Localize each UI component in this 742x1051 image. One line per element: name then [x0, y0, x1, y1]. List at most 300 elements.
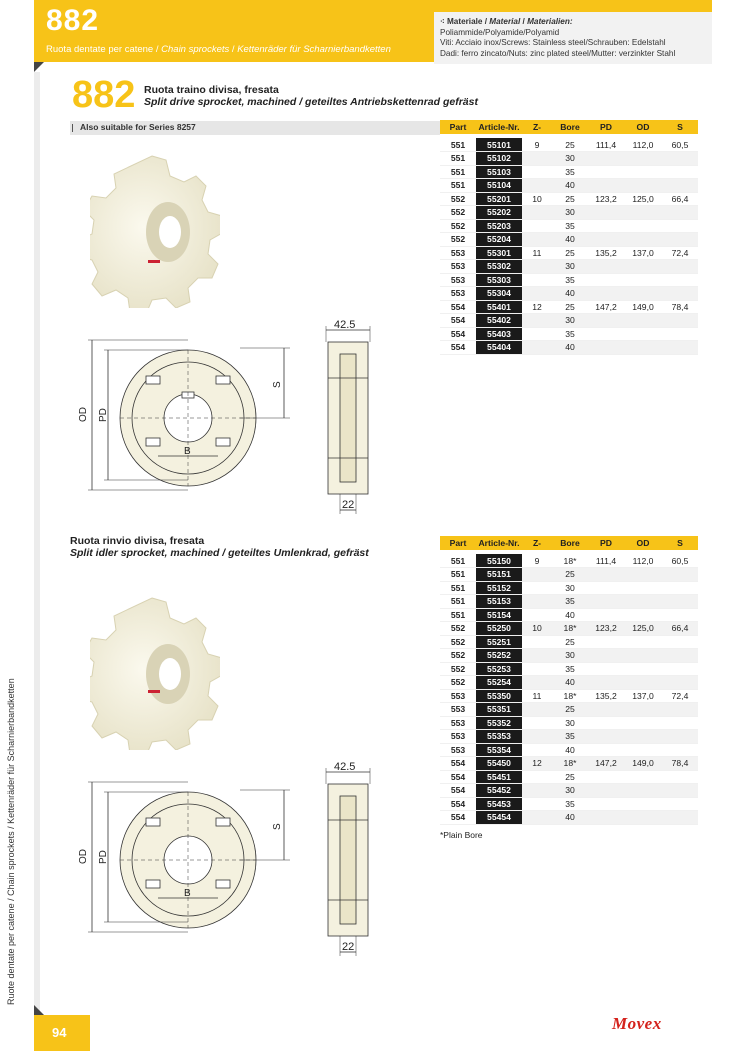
article-cell: 55250	[476, 622, 522, 636]
bore-cell: 40	[552, 676, 588, 690]
od-cell	[624, 635, 662, 649]
pd-cell: 135,2	[588, 689, 624, 703]
teeth-cell: 10	[522, 622, 552, 636]
bore-cell: 40	[552, 811, 588, 825]
drive-sprocket-photo	[90, 148, 220, 308]
table-row	[440, 703, 698, 717]
pd-cell	[588, 287, 624, 301]
bore-cell: 35	[552, 273, 588, 287]
od-cell	[624, 206, 662, 220]
pd-cell	[588, 206, 624, 220]
bore-cell: 40	[552, 287, 588, 301]
part-cell: 551	[440, 568, 476, 582]
subtitle-en: Chain sprockets	[161, 44, 230, 55]
table-row	[440, 554, 698, 568]
bore-cell: 40	[552, 179, 588, 193]
pd-cell	[588, 662, 624, 676]
table-row	[440, 314, 698, 328]
s-cell	[662, 649, 698, 663]
corner-triangle	[34, 62, 44, 72]
s-cell	[662, 743, 698, 757]
plain-bore-note: *Plain Bore	[440, 830, 483, 840]
article-cell: 55104	[476, 179, 522, 193]
pd-cell	[588, 327, 624, 341]
part-cell: 551	[440, 179, 476, 193]
pd-cell	[588, 273, 624, 287]
part-cell: 553	[440, 743, 476, 757]
bore-cell: 25	[552, 138, 588, 152]
part-cell: 553	[440, 730, 476, 744]
part-cell: 551	[440, 608, 476, 622]
column-header: Bore	[552, 536, 588, 550]
bore-cell: 40	[552, 341, 588, 355]
teeth-cell	[522, 206, 552, 220]
s-cell	[662, 730, 698, 744]
bore-cell: 18*	[552, 689, 588, 703]
article-cell: 55303	[476, 273, 522, 287]
pd-cell	[588, 743, 624, 757]
bore-cell: 35	[552, 595, 588, 609]
article-cell: 55350	[476, 689, 522, 703]
pd-cell	[588, 730, 624, 744]
article-cell: 55352	[476, 716, 522, 730]
article-cell: 55252	[476, 649, 522, 663]
s-cell	[662, 287, 698, 301]
s-cell	[662, 233, 698, 247]
article-cell: 55450	[476, 757, 522, 771]
teeth-cell: 9	[522, 138, 552, 152]
table-row	[440, 273, 698, 287]
article-cell: 55351	[476, 703, 522, 717]
column-header: PD	[588, 120, 624, 134]
teeth-cell	[522, 165, 552, 179]
od-cell	[624, 608, 662, 622]
teeth-cell	[522, 676, 552, 690]
table-row	[440, 716, 698, 730]
part-cell: 552	[440, 676, 476, 690]
article-cell: 55203	[476, 219, 522, 233]
teeth-cell	[522, 662, 552, 676]
bore-cell: 30	[552, 716, 588, 730]
od-cell	[624, 165, 662, 179]
od-cell: 125,0	[624, 192, 662, 206]
s-cell	[662, 273, 698, 287]
teeth-cell	[522, 287, 552, 301]
od-cell	[624, 179, 662, 193]
column-header: Article-Nr.	[476, 536, 522, 550]
s-cell	[662, 635, 698, 649]
part-cell: 552	[440, 649, 476, 663]
pd-cell: 111,4	[588, 554, 624, 568]
part-cell: 552	[440, 622, 476, 636]
section2-title: Ruota rinvio divisa, fresata Split idler sprocket, machined / geteiltes Umlenkrad, gefräst	[70, 535, 369, 559]
teeth-cell: 12	[522, 300, 552, 314]
teeth-cell: 11	[522, 689, 552, 703]
s-cell: 78,4	[662, 300, 698, 314]
s-cell	[662, 219, 698, 233]
dim-od-label: OD	[78, 849, 89, 864]
materials-line-2: Viti: Acciaio inox/Screws: Stainless steel/Schrauben: Edelstahl	[440, 38, 666, 47]
side-grey-bar	[34, 72, 40, 1012]
s-cell	[662, 206, 698, 220]
teeth-cell	[522, 152, 552, 166]
od-cell	[624, 152, 662, 166]
column-header: OD	[624, 120, 662, 134]
pd-cell	[588, 608, 624, 622]
part-cell: 554	[440, 341, 476, 355]
part-cell: 552	[440, 662, 476, 676]
pd-cell	[588, 233, 624, 247]
column-header: S	[662, 536, 698, 550]
table-row	[440, 206, 698, 220]
table-row	[440, 811, 698, 825]
pd-cell	[588, 165, 624, 179]
od-cell: 149,0	[624, 757, 662, 771]
table-row	[440, 730, 698, 744]
bore-cell: 40	[552, 233, 588, 247]
s-cell	[662, 179, 698, 193]
bore-cell: 25	[552, 246, 588, 260]
pd-cell	[588, 635, 624, 649]
table-row	[440, 622, 698, 636]
teeth-cell	[522, 595, 552, 609]
s-cell	[662, 581, 698, 595]
pd-cell: 147,2	[588, 757, 624, 771]
column-header: S	[662, 120, 698, 134]
od-cell	[624, 703, 662, 717]
article-cell: 55354	[476, 743, 522, 757]
bore-cell: 25	[552, 568, 588, 582]
s-cell: 72,4	[662, 246, 698, 260]
od-cell	[624, 314, 662, 328]
teeth-cell	[522, 314, 552, 328]
od-cell	[624, 716, 662, 730]
column-header: Bore	[552, 120, 588, 134]
od-cell	[624, 581, 662, 595]
teeth-cell	[522, 797, 552, 811]
part-cell: 552	[440, 206, 476, 220]
od-cell: 112,0	[624, 138, 662, 152]
column-header: Part	[440, 536, 476, 550]
teeth-cell	[522, 649, 552, 663]
table-row	[440, 192, 698, 206]
od-cell	[624, 649, 662, 663]
od-cell	[624, 341, 662, 355]
table-row	[440, 138, 698, 152]
sprocket-photo-body	[90, 598, 220, 750]
bore-cell: 30	[552, 152, 588, 166]
article-cell: 55103	[476, 165, 522, 179]
article-cell: 55150	[476, 554, 522, 568]
article-cell: 55152	[476, 581, 522, 595]
od-cell	[624, 568, 662, 582]
section1-title: Ruota traino divisa, fresata Split drive sprocket, machined / geteiltes Antriebskettenrad gefräst	[144, 84, 478, 108]
bore-cell: 35	[552, 797, 588, 811]
bore-cell: 25	[552, 770, 588, 784]
table-row	[440, 300, 698, 314]
s-cell	[662, 703, 698, 717]
s-cell	[662, 568, 698, 582]
bore-cell: 35	[552, 730, 588, 744]
s-cell	[662, 608, 698, 622]
od-cell: 112,0	[624, 554, 662, 568]
subtitle-it: Ruota dentate per catene	[46, 44, 154, 55]
bore-cell: 30	[552, 581, 588, 595]
s-cell	[662, 797, 698, 811]
bore-cell: 40	[552, 608, 588, 622]
sprocket-photo-body	[90, 156, 220, 308]
side-view	[326, 326, 370, 514]
bore-cell: 18*	[552, 757, 588, 771]
article-cell: 55301	[476, 246, 522, 260]
s-cell	[662, 784, 698, 798]
front-view	[88, 340, 290, 490]
teeth-cell	[522, 581, 552, 595]
part-cell: 554	[440, 314, 476, 328]
drive-sprocket-table	[440, 120, 698, 355]
part-cell: 554	[440, 300, 476, 314]
part-cell: 554	[440, 797, 476, 811]
teeth-cell	[522, 327, 552, 341]
s-cell: 72,4	[662, 689, 698, 703]
s-cell	[662, 811, 698, 825]
s-cell	[662, 770, 698, 784]
teeth-cell	[522, 273, 552, 287]
part-cell: 551	[440, 152, 476, 166]
article-cell: 55402	[476, 314, 522, 328]
article-cell: 55153	[476, 595, 522, 609]
pd-cell	[588, 797, 624, 811]
od-cell	[624, 784, 662, 798]
series-number: 882	[46, 4, 100, 37]
part-cell: 553	[440, 689, 476, 703]
table-header-row	[440, 120, 698, 134]
teeth-cell: 11	[522, 246, 552, 260]
dim-s-label: S	[272, 823, 283, 830]
table-row	[440, 784, 698, 798]
dim-s-label: S	[272, 381, 283, 388]
pd-cell	[588, 703, 624, 717]
sidebar-text: Ruote dentate per catene / Chain sprockets / Kettenräder für Scharnierbandketten	[6, 678, 16, 1005]
dim-pd-label: PD	[98, 408, 109, 422]
table-row	[440, 246, 698, 260]
pd-cell	[588, 581, 624, 595]
article-cell: 55254	[476, 676, 522, 690]
article-cell: 55302	[476, 260, 522, 274]
pd-cell	[588, 341, 624, 355]
bore-cell: 18*	[552, 622, 588, 636]
teeth-cell	[522, 811, 552, 825]
bore-cell: 30	[552, 260, 588, 274]
part-cell: 554	[440, 811, 476, 825]
teeth-cell: 10	[522, 192, 552, 206]
article-cell: 55102	[476, 152, 522, 166]
bore-cell: 25	[552, 703, 588, 717]
part-cell: 554	[440, 770, 476, 784]
part-cell: 554	[440, 757, 476, 771]
od-cell	[624, 730, 662, 744]
teeth-cell	[522, 635, 552, 649]
teeth-cell	[522, 233, 552, 247]
pd-cell	[588, 595, 624, 609]
pd-cell: 111,4	[588, 138, 624, 152]
teeth-cell	[522, 784, 552, 798]
pd-cell	[588, 219, 624, 233]
teeth-cell	[522, 743, 552, 757]
article-cell: 55404	[476, 341, 522, 355]
column-header: Z-	[522, 536, 552, 550]
od-cell	[624, 797, 662, 811]
od-cell	[624, 273, 662, 287]
table-row	[440, 581, 698, 595]
movex-logo: Movex	[612, 1014, 662, 1033]
pd-cell	[588, 770, 624, 784]
bore-cell: 35	[552, 219, 588, 233]
materials-icon: ⁖	[440, 17, 445, 26]
od-cell: 125,0	[624, 622, 662, 636]
table-row	[440, 689, 698, 703]
bore-cell: 25	[552, 635, 588, 649]
table-row	[440, 676, 698, 690]
materials-line-3: Dadi: ferro zincato/Nuts: zinc plated steel/Mutter: verzinkter Stahl	[440, 48, 676, 58]
table-row	[440, 327, 698, 341]
od-cell	[624, 662, 662, 676]
part-cell: 553	[440, 273, 476, 287]
bore-cell: 35	[552, 165, 588, 179]
drive-sprocket-drawing	[58, 318, 378, 518]
part-cell: 553	[440, 703, 476, 717]
part-cell: 551	[440, 554, 476, 568]
pd-cell: 135,2	[588, 246, 624, 260]
s-cell	[662, 260, 698, 274]
part-cell: 554	[440, 327, 476, 341]
part-cell: 552	[440, 233, 476, 247]
table-row	[440, 341, 698, 355]
table-row	[440, 743, 698, 757]
pd-cell	[588, 568, 624, 582]
article-cell: 55353	[476, 730, 522, 744]
table-row	[440, 568, 698, 582]
article-cell: 55451	[476, 770, 522, 784]
s-cell	[662, 341, 698, 355]
bore-cell: 25	[552, 192, 588, 206]
bore-cell: 30	[552, 314, 588, 328]
materials-title: ⁖ Materiale / Material / Materialien:	[440, 17, 573, 26]
pd-cell	[588, 784, 624, 798]
part-cell: 553	[440, 260, 476, 274]
pd-cell	[588, 152, 624, 166]
page-number: 94	[52, 1025, 67, 1040]
teeth-cell: 12	[522, 757, 552, 771]
pd-cell	[588, 649, 624, 663]
article-cell: 55154	[476, 608, 522, 622]
s-cell: 66,4	[662, 192, 698, 206]
s-cell	[662, 165, 698, 179]
column-header: Part	[440, 120, 476, 134]
article-cell: 55251	[476, 635, 522, 649]
bore-cell: 30	[552, 784, 588, 798]
table-row	[440, 287, 698, 301]
dim-b-label: B	[184, 888, 191, 899]
teeth-cell	[522, 568, 552, 582]
bore-cell: 35	[552, 327, 588, 341]
pd-cell: 147,2	[588, 300, 624, 314]
table-header-row	[440, 536, 698, 550]
article-cell: 55454	[476, 811, 522, 825]
table-row	[440, 770, 698, 784]
od-cell: 137,0	[624, 246, 662, 260]
article-cell: 55452	[476, 784, 522, 798]
od-cell	[624, 219, 662, 233]
column-header: PD	[588, 536, 624, 550]
s-cell: 60,5	[662, 554, 698, 568]
s-cell: 60,5	[662, 138, 698, 152]
table-row	[440, 635, 698, 649]
s-cell	[662, 676, 698, 690]
dim-pd-label: PD	[98, 850, 109, 864]
article-cell: 55304	[476, 287, 522, 301]
teeth-cell	[522, 608, 552, 622]
bore-cell: 30	[552, 649, 588, 663]
article-cell: 55151	[476, 568, 522, 582]
dim-hub-label: 22	[342, 499, 355, 511]
section-big-number: 882	[72, 74, 136, 116]
logo-stamp	[148, 690, 160, 693]
teeth-cell	[522, 219, 552, 233]
bottom-triangle	[34, 1005, 44, 1015]
part-cell: 551	[440, 138, 476, 152]
column-header: OD	[624, 536, 662, 550]
suitable-mark	[72, 124, 73, 132]
od-cell	[624, 676, 662, 690]
teeth-cell	[522, 179, 552, 193]
part-cell: 551	[440, 581, 476, 595]
teeth-cell	[522, 260, 552, 274]
table-row	[440, 179, 698, 193]
article-cell: 55202	[476, 206, 522, 220]
part-cell: 553	[440, 716, 476, 730]
s-cell	[662, 716, 698, 730]
article-cell: 55403	[476, 327, 522, 341]
pd-cell	[588, 716, 624, 730]
pd-cell	[588, 179, 624, 193]
table-row	[440, 233, 698, 247]
bore-cell: 40	[552, 743, 588, 757]
teeth-cell	[522, 770, 552, 784]
part-cell: 552	[440, 192, 476, 206]
od-cell	[624, 743, 662, 757]
od-cell	[624, 287, 662, 301]
article-cell: 55204	[476, 233, 522, 247]
part-cell: 554	[440, 784, 476, 798]
od-cell: 149,0	[624, 300, 662, 314]
pd-cell	[588, 811, 624, 825]
pd-cell	[588, 676, 624, 690]
pd-cell	[588, 260, 624, 274]
s-cell	[662, 662, 698, 676]
part-cell: 551	[440, 165, 476, 179]
s-cell	[662, 152, 698, 166]
od-cell	[624, 233, 662, 247]
column-header: Z-	[522, 120, 552, 134]
article-cell: 55201	[476, 192, 522, 206]
pd-cell: 123,2	[588, 622, 624, 636]
teeth-cell	[522, 716, 552, 730]
header-subtitle: Ruota dentate per catene / Chain sprockets / Kettenräder für Scharnierbandketten	[46, 44, 391, 55]
table-row	[440, 662, 698, 676]
column-header: Article-Nr.	[476, 120, 522, 134]
suitable-text: Also suitable for Series 8257	[80, 122, 196, 132]
